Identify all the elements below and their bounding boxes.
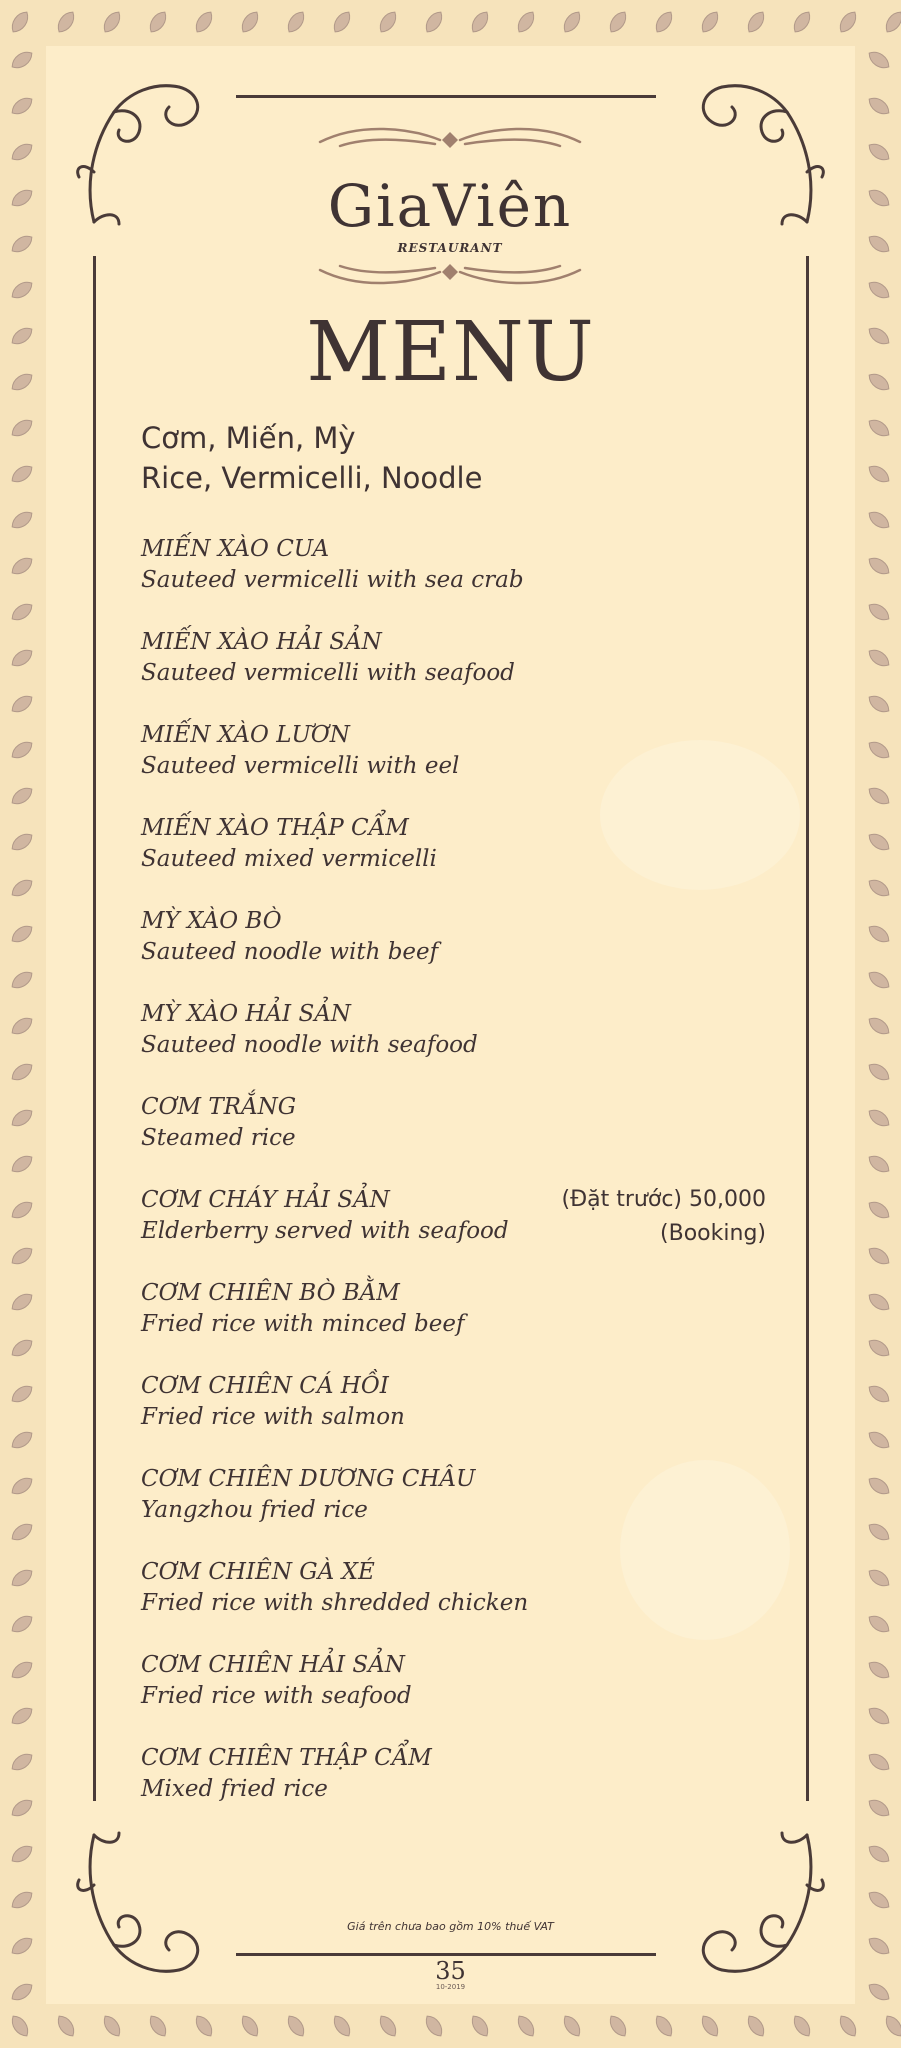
border-leaf-icon	[9, 1428, 36, 1452]
border-leaf-icon	[866, 1704, 893, 1728]
border-leaf-icon	[9, 738, 36, 762]
section-title	[141, 418, 482, 498]
border-leaf-icon	[866, 1014, 893, 1038]
item-name-vn: CƠM TRẮNG	[141, 1094, 297, 1120]
border-leaf-icon	[9, 186, 36, 210]
border-leaf-icon	[146, 9, 170, 36]
border-leaf-icon	[9, 1014, 36, 1038]
border-leaf-icon	[9, 1704, 36, 1728]
border-leaf-icon	[100, 9, 124, 36]
border-leaf-icon	[192, 2013, 216, 2040]
border-leaf-icon	[882, 2013, 901, 2040]
restaurant-logo	[310, 120, 590, 295]
border-leaf-icon	[8, 9, 32, 36]
border-leaf-icon	[9, 600, 36, 624]
border-leaf-icon	[866, 1520, 893, 1544]
border-leaf-icon	[866, 48, 893, 72]
border-leaf-icon	[514, 2013, 538, 2040]
item-name-en: Yangzhou fried rice	[141, 1497, 368, 1523]
border-leaf-icon	[866, 922, 893, 946]
menu-item	[141, 999, 478, 1061]
border-leaf-icon	[866, 232, 893, 256]
border-leaf-icon	[866, 1382, 893, 1406]
item-name-en: Fried rice with minced beef	[141, 1311, 465, 1337]
border-leaf-icon	[866, 1566, 893, 1590]
border-leaf-icon	[9, 94, 36, 118]
item-name-en: Fried rice with shredded chicken	[141, 1590, 529, 1616]
item-name-vn: CƠM CHIÊN BÒ BẰM	[141, 1280, 400, 1306]
border-leaf-icon	[866, 1428, 893, 1452]
border-leaf-icon	[866, 968, 893, 992]
item-name-en: Sauteed noodle with seafood	[141, 1032, 478, 1058]
border-leaf-icon	[866, 646, 893, 670]
border-leaf-icon	[9, 1382, 36, 1406]
item-name-vn: CƠM CHIÊN DƯƠNG CHÂU	[141, 1466, 476, 1492]
border-leaf-icon	[866, 278, 893, 302]
border-leaf-icon	[866, 1474, 893, 1498]
border-leaf-icon	[866, 1934, 893, 1958]
border-leaf-icon	[606, 9, 630, 36]
logo-wordmark: GiaViên	[327, 172, 573, 240]
border-leaf-icon	[698, 2013, 722, 2040]
border-leaf-icon	[866, 1658, 893, 1682]
item-name-vn: MỲ XÀO BÒ	[141, 908, 282, 934]
border-leaf-icon	[422, 9, 446, 36]
border-leaf-icon	[866, 416, 893, 440]
border-leaf-icon	[744, 9, 768, 36]
border-leaf-icon	[790, 2013, 814, 2040]
border-leaf-icon	[866, 1612, 893, 1636]
border-leaf-icon	[744, 2013, 768, 2040]
border-leaf-icon	[9, 1474, 36, 1498]
menu-item	[141, 1743, 432, 1805]
item-price-note: (Booking)	[660, 1221, 766, 1246]
item-price	[562, 1183, 766, 1251]
item-name-vn: MIẾN XÀO LƯƠN	[141, 722, 350, 748]
border-leaf-icon	[468, 2013, 492, 2040]
border-leaf-icon	[9, 692, 36, 716]
border-leaf-icon	[9, 922, 36, 946]
section-title-vn: Cơm, Miến, Mỳ	[141, 421, 356, 455]
border-leaf-icon	[9, 968, 36, 992]
item-name-vn: CƠM CHIÊN THẬP CẨM	[141, 1745, 432, 1771]
border-leaf-icon	[8, 2013, 32, 2040]
border-leaf-icon	[9, 1888, 36, 1912]
border-leaf-icon	[606, 2013, 630, 2040]
border-leaf-icon	[866, 1336, 893, 1360]
border-leaf-icon	[330, 2013, 354, 2040]
item-name-en: Steamed rice	[141, 1125, 296, 1151]
border-leaf-icon	[9, 48, 36, 72]
corner-ornament-top-left	[74, 72, 214, 232]
item-name-en: Fried rice with salmon	[141, 1404, 405, 1430]
border-leaf-icon	[9, 1060, 36, 1084]
page-date: 10-2019	[435, 1983, 466, 1991]
border-leaf-icon	[9, 876, 36, 900]
section-title-en: Rice, Vermicelli, Noodle	[141, 461, 483, 495]
border-leaf-icon	[9, 278, 36, 302]
border-leaf-icon	[560, 9, 584, 36]
border-leaf-icon	[882, 9, 901, 36]
item-name-en: Sauteed vermicelli with sea crab	[141, 567, 524, 593]
border-leaf-icon	[866, 1198, 893, 1222]
border-leaf-icon	[9, 1244, 36, 1268]
menu-item	[141, 1278, 464, 1340]
border-leaf-icon	[9, 1198, 36, 1222]
border-leaf-icon	[9, 1520, 36, 1544]
right-rule	[806, 256, 809, 1801]
border-leaf-icon	[560, 2013, 584, 2040]
border-leaf-icon	[866, 94, 893, 118]
left-rule	[93, 256, 96, 1801]
border-leaf-icon	[866, 1750, 893, 1774]
border-leaf-icon	[866, 1888, 893, 1912]
border-leaf-icon	[866, 1244, 893, 1268]
menu-item	[141, 1092, 296, 1154]
menu-item	[141, 534, 524, 596]
item-name-vn: CƠM CHÁY HẢI SẢN	[141, 1187, 390, 1213]
menu-item	[141, 813, 437, 875]
bottom-rule	[236, 1953, 656, 1956]
menu-item	[141, 1371, 405, 1433]
vat-note: Giá trên chưa bao gồm 10% thuế VAT	[347, 1920, 554, 1933]
item-name-en: Sauteed vermicelli with eel	[141, 753, 460, 779]
border-leaf-icon	[54, 9, 78, 36]
logo-subtitle: RESTAURANT	[397, 241, 503, 255]
menu-item	[141, 720, 459, 782]
item-name-vn: CƠM CHIÊN CÁ HỒI	[141, 1373, 389, 1399]
border-leaf-icon	[866, 738, 893, 762]
border-leaf-icon	[284, 9, 308, 36]
item-name-vn: CƠM CHIÊN HẢI SẢN	[141, 1652, 405, 1678]
item-name-en: Fried rice with seafood	[141, 1683, 412, 1709]
border-leaf-icon	[146, 2013, 170, 2040]
border-leaf-icon	[100, 2013, 124, 2040]
border-leaf-icon	[376, 9, 400, 36]
paper-smudge	[600, 740, 800, 890]
border-leaf-icon	[9, 1290, 36, 1314]
border-leaf-icon	[9, 646, 36, 670]
border-leaf-icon	[866, 1106, 893, 1130]
paper-smudge	[620, 1460, 790, 1640]
border-leaf-icon	[330, 9, 354, 36]
item-name-vn: CƠM CHIÊN GÀ XÉ	[141, 1559, 375, 1585]
border-leaf-icon	[866, 140, 893, 164]
border-leaf-icon	[468, 9, 492, 36]
border-leaf-icon	[9, 232, 36, 256]
border-leaf-icon	[652, 2013, 676, 2040]
border-leaf-icon	[790, 9, 814, 36]
item-name-vn: MIẾN XÀO HẢI SẢN	[141, 629, 382, 655]
border-leaf-icon	[866, 1290, 893, 1314]
menu-item	[141, 1185, 509, 1247]
border-leaf-icon	[376, 2013, 400, 2040]
border-leaf-icon	[866, 1842, 893, 1866]
menu-item	[141, 906, 438, 968]
border-leaf-icon	[866, 784, 893, 808]
border-leaf-icon	[836, 9, 860, 36]
border-leaf-icon	[9, 1658, 36, 1682]
border-leaf-icon	[9, 1750, 36, 1774]
border-leaf-icon	[698, 9, 722, 36]
border-leaf-icon	[9, 1566, 36, 1590]
page-title: MENU	[306, 305, 595, 400]
border-leaf-icon	[866, 554, 893, 578]
border-leaf-icon	[866, 186, 893, 210]
border-leaf-icon	[866, 876, 893, 900]
border-leaf-icon	[192, 9, 216, 36]
border-leaf-icon	[9, 462, 36, 486]
border-leaf-icon	[9, 1336, 36, 1360]
item-name-en: Sauteed mixed vermicelli	[141, 846, 437, 872]
item-name-en: Sauteed noodle with beef	[141, 939, 439, 965]
item-price-value: (Đặt trước) 50,000	[561, 1187, 766, 1212]
top-rule	[236, 95, 656, 98]
border-leaf-icon	[54, 2013, 78, 2040]
border-leaf-icon	[422, 2013, 446, 2040]
border-leaf-icon	[652, 9, 676, 36]
border-leaf-icon	[866, 692, 893, 716]
border-leaf-icon	[284, 2013, 308, 2040]
border-leaf-icon	[866, 600, 893, 624]
menu-item	[141, 1650, 412, 1712]
border-leaf-icon	[836, 2013, 860, 2040]
item-name-en: Mixed fried rice	[141, 1776, 328, 1802]
border-leaf-icon	[866, 1060, 893, 1084]
border-leaf-icon	[9, 140, 36, 164]
border-leaf-icon	[9, 554, 36, 578]
border-leaf-icon	[866, 462, 893, 486]
menu-item	[141, 1557, 528, 1619]
border-leaf-icon	[9, 1152, 36, 1176]
menu-item	[141, 627, 515, 689]
border-leaf-icon	[9, 784, 36, 808]
border-leaf-icon	[9, 1934, 36, 1958]
item-name-vn: MIẾN XÀO CUA	[141, 536, 330, 562]
border-leaf-icon	[9, 416, 36, 440]
item-name-en: Sauteed vermicelli with seafood	[141, 660, 515, 686]
border-leaf-icon	[9, 1796, 36, 1820]
border-leaf-icon	[9, 1842, 36, 1866]
corner-ornament-top-right	[687, 72, 827, 232]
border-leaf-icon	[9, 830, 36, 854]
border-leaf-icon	[514, 9, 538, 36]
item-name-vn: MIẾN XÀO THẬP CẨM	[141, 815, 409, 841]
border-leaf-icon	[866, 1796, 893, 1820]
border-leaf-icon	[238, 9, 262, 36]
menu-item	[141, 1464, 475, 1526]
border-leaf-icon	[238, 2013, 262, 2040]
item-name-vn: MỲ XÀO HẢI SẢN	[141, 1001, 351, 1027]
border-leaf-icon	[9, 1106, 36, 1130]
border-leaf-icon	[866, 508, 893, 532]
border-leaf-icon	[866, 1152, 893, 1176]
border-leaf-icon	[866, 830, 893, 854]
border-leaf-icon	[9, 508, 36, 532]
border-leaf-icon	[9, 1612, 36, 1636]
item-name-en: Elderberry served with seafood	[141, 1218, 509, 1244]
page-number: 35	[435, 1957, 466, 1985]
